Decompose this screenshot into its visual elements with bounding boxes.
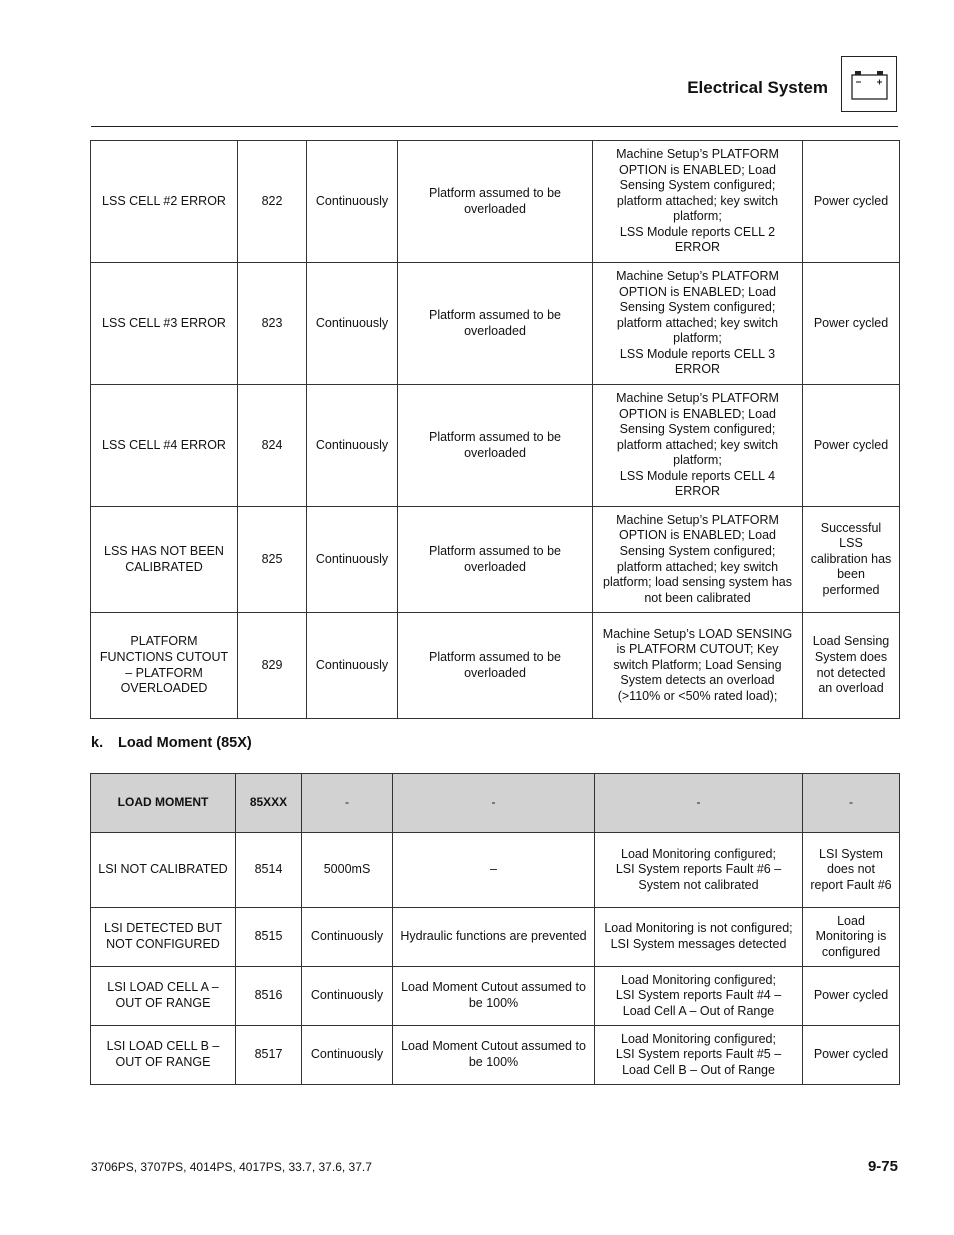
cell-clear: Power cycled [803,141,900,263]
cell-condition: Machine Setup’s PLATFORM OPTION is ENABLED; Load Sensing System configured; platform attached; key switch platform; LSS Module reports CELL 4 ERROR [593,385,803,507]
cell-condition: Load Monitoring configured; LSI System reports Fault #6 – System not calibrated [595,833,803,908]
cell-timing: Continuously [307,613,398,719]
cell-action: Platform assumed to be overloaded [398,141,593,263]
cell-timing: Continuously [307,141,398,263]
header-divider [91,126,898,127]
page-header-title: Electrical System [687,78,828,97]
cell-code: 8515 [236,908,302,967]
footer-models: 3706PS, 3707PS, 4014PS, 4017PS, 33.7, 37.6, 37.7 [91,1160,372,1174]
cell-action: – [393,833,595,908]
cell-fault: LSI LOAD CELL A – OUT OF RANGE [91,967,236,1026]
cell-clear: Load Sensing System does not detected an overload [803,613,900,719]
cell-fault: LSI LOAD CELL B – OUT OF RANGE [91,1026,236,1085]
cell-fault: LOAD MOMENT [91,774,236,833]
cell-condition: Machine Setup’s PLATFORM OPTION is ENABLED; Load Sensing System configured; platform attached; key switch platform; load sensing system has not been calibrated [593,507,803,613]
cell-clear: LSI System does not report Fault #6 [803,833,900,908]
cell-clear: Power cycled [803,385,900,507]
cell-clear: Load Monitoring is configured [803,908,900,967]
cell-timing: Continuously [302,908,393,967]
cell-condition: Machine Setup’s PLATFORM OPTION is ENABLED; Load Sensing System configured; platform attached; key switch platform; LSS Module reports CELL 3 ERROR [593,263,803,385]
cell-clear: Power cycled [803,967,900,1026]
cell-code: 85XXX [236,774,302,833]
cell-fault: LSS CELL #4 ERROR [91,385,238,507]
cell-condition: Load Monitoring configured; LSI System reports Fault #5 – Load Cell B – Out of Range [595,1026,803,1085]
cell-timing: Continuously [302,1026,393,1085]
cell-code: 8517 [236,1026,302,1085]
cell-action: Load Moment Cutout assumed to be 100% [393,1026,595,1085]
cell-fault: LSS HAS NOT BEEN CALIBRATED [91,507,238,613]
page-number: 9-75 [867,1158,898,1175]
cell-code: 8514 [236,833,302,908]
cell-condition: Load Monitoring configured; LSI System reports Fault #4 – Load Cell A – Out of Range [595,967,803,1026]
table-header-row [91,774,900,833]
table-row [91,613,900,719]
cell-condition: Machine Setup’s PLATFORM OPTION is ENABLED; Load Sensing System configured; platform attached; key switch platform; LSS Module reports CELL 2 ERROR [593,141,803,263]
cell-clear: Power cycled [803,1026,900,1085]
table-row [91,1026,900,1085]
cell-action: - [393,774,595,833]
table-row [91,263,900,385]
cell-action: Hydraulic functions are prevented [393,908,595,967]
cell-timing: - [302,774,393,833]
cell-timing: Continuously [302,967,393,1026]
cell-condition: - [595,774,803,833]
cell-fault: LSS CELL #3 ERROR [91,263,238,385]
cell-fault: LSI NOT CALIBRATED [91,833,236,908]
battery-icon [841,56,897,112]
cell-action: Platform assumed to be overloaded [398,507,593,613]
cell-condition: Machine Setup’s LOAD SENSING is PLATFORM CUTOUT; Key switch Platform; Load Sensing System detects an overload (>110% or <50% rated load); [593,613,803,719]
cell-action: Platform assumed to be overloaded [398,613,593,719]
section-number: k. [91,735,104,751]
table-row [91,141,900,263]
cell-clear: Power cycled [803,263,900,385]
cell-code: 829 [238,613,307,719]
cell-timing: 5000mS [302,833,393,908]
fault-table-lss [90,140,900,719]
table-row [91,507,900,613]
cell-action: Platform assumed to be overloaded [398,263,593,385]
table-row [91,908,900,967]
cell-timing: Continuously [307,385,398,507]
cell-code: 8516 [236,967,302,1026]
section-heading [91,735,252,751]
section-title: Load Moment (85X) [118,735,252,751]
table-row [91,385,900,507]
cell-code: 822 [238,141,307,263]
cell-action: Load Moment Cutout assumed to be 100% [393,967,595,1026]
cell-condition: Load Monitoring is not configured; LSI System messages detected [595,908,803,967]
cell-timing: Continuously [307,507,398,613]
cell-clear: Successful LSS calibration has been performed [803,507,900,613]
cell-code: 823 [238,263,307,385]
cell-fault: LSS CELL #2 ERROR [91,141,238,263]
cell-timing: Continuously [307,263,398,385]
cell-action: Platform assumed to be overloaded [398,385,593,507]
cell-code: 825 [238,507,307,613]
fault-table-load-moment [90,773,900,1085]
cell-clear: - [803,774,900,833]
table-row [91,967,900,1026]
cell-fault: PLATFORM FUNCTIONS CUTOUT – PLATFORM OVERLOADED [91,613,238,719]
table-row [91,833,900,908]
cell-fault: LSI DETECTED BUT NOT CONFIGURED [91,908,236,967]
cell-code: 824 [238,385,307,507]
